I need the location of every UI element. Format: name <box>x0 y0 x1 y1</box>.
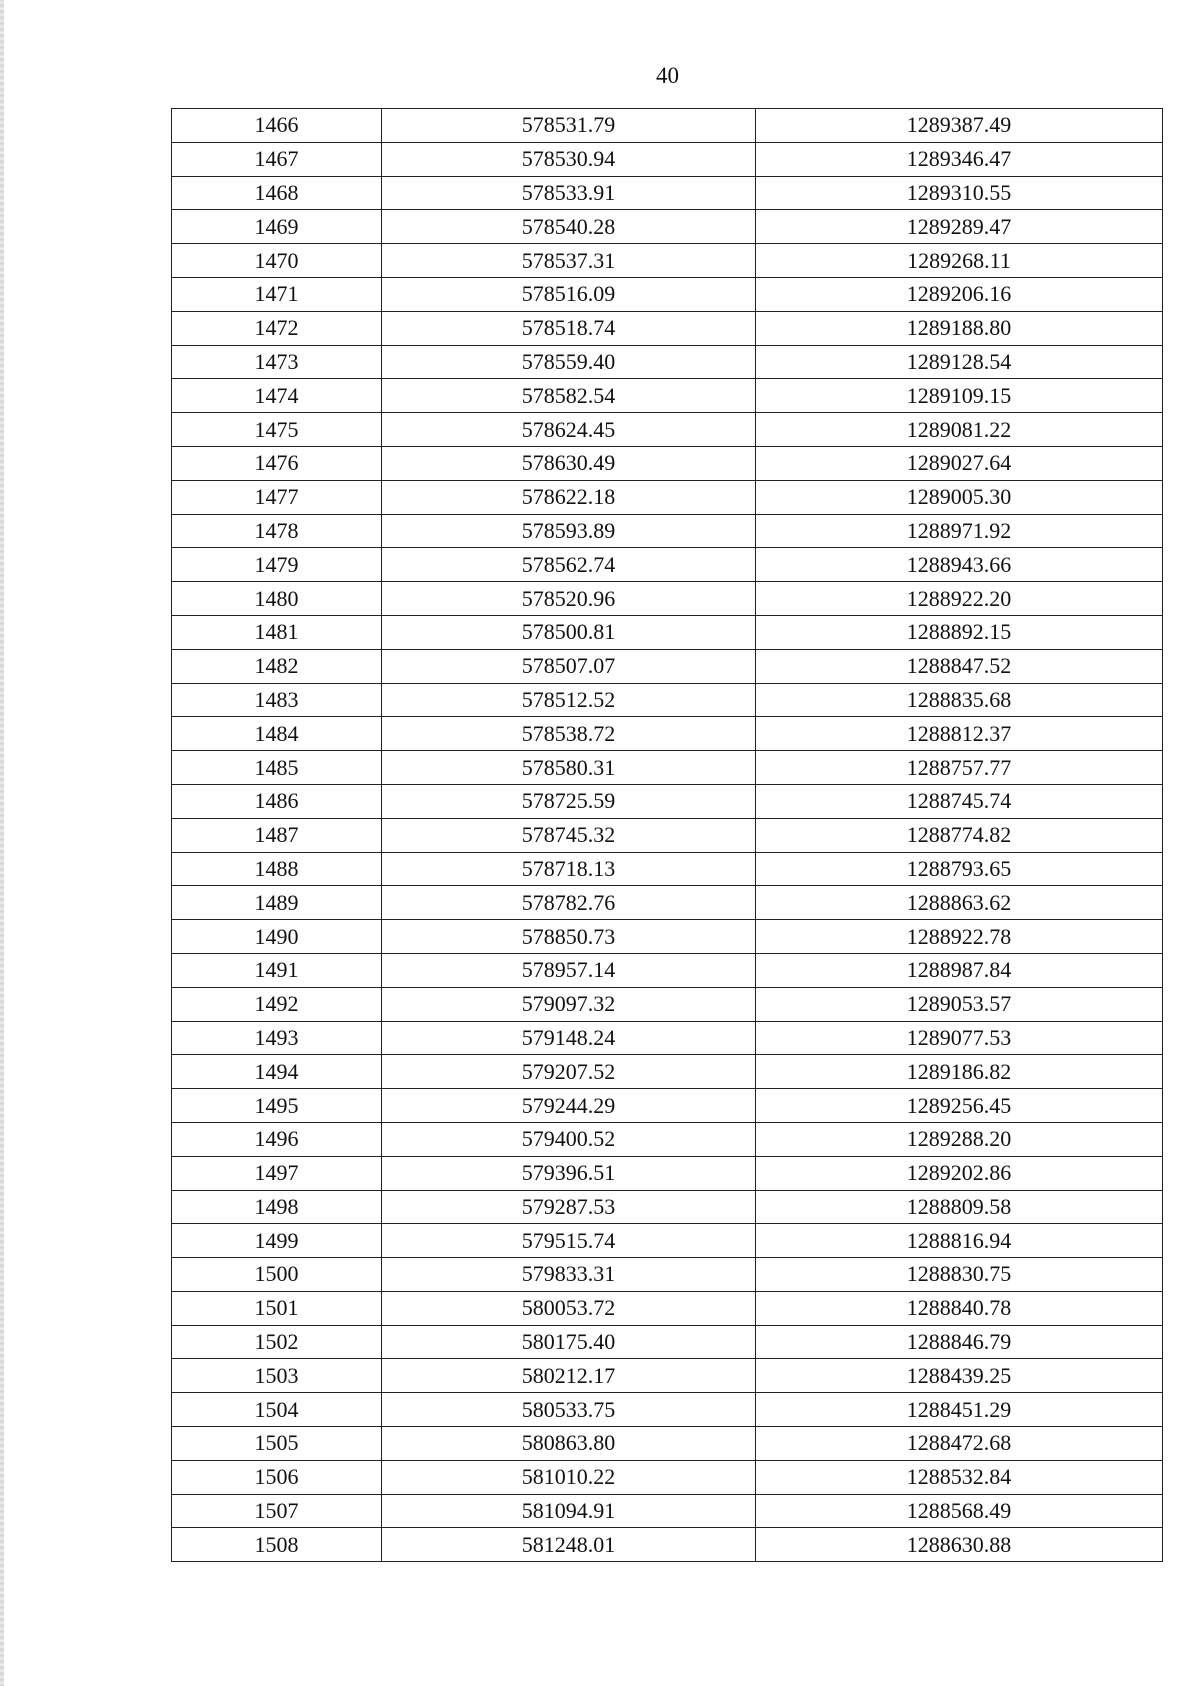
y-coordinate-cell: 1288840.78 <box>756 1291 1163 1325</box>
table-row <box>172 1291 1163 1325</box>
point-number-cell: 1490 <box>172 920 382 954</box>
y-coordinate-cell: 1288922.20 <box>756 582 1163 616</box>
table-row <box>172 109 1163 143</box>
y-coordinate-cell: 1289186.82 <box>756 1055 1163 1089</box>
y-coordinate-cell: 1288774.82 <box>756 818 1163 852</box>
table-row <box>172 1528 1163 1562</box>
point-number-cell: 1478 <box>172 514 382 548</box>
x-coordinate-cell: 581094.91 <box>382 1494 756 1528</box>
point-number-cell: 1503 <box>172 1359 382 1393</box>
scan-edge <box>0 0 4 1686</box>
x-coordinate-cell: 580053.72 <box>382 1291 756 1325</box>
point-number-cell: 1468 <box>172 176 382 210</box>
y-coordinate-cell: 1289128.54 <box>756 345 1163 379</box>
table-row <box>172 1460 1163 1494</box>
table-row <box>172 311 1163 345</box>
x-coordinate-cell: 578538.72 <box>382 717 756 751</box>
table-row <box>172 784 1163 818</box>
table-row <box>172 1427 1163 1461</box>
x-coordinate-cell: 578580.31 <box>382 751 756 785</box>
x-coordinate-cell: 581010.22 <box>382 1460 756 1494</box>
y-coordinate-cell: 1288816.94 <box>756 1224 1163 1258</box>
table-row <box>172 1089 1163 1123</box>
x-coordinate-cell: 578630.49 <box>382 446 756 480</box>
point-number-cell: 1467 <box>172 142 382 176</box>
y-coordinate-cell: 1288745.74 <box>756 784 1163 818</box>
x-coordinate-cell: 578512.52 <box>382 683 756 717</box>
x-coordinate-cell: 578725.59 <box>382 784 756 818</box>
table-row <box>172 413 1163 447</box>
table-row <box>172 277 1163 311</box>
point-number-cell: 1497 <box>172 1156 382 1190</box>
point-number-cell: 1500 <box>172 1258 382 1292</box>
point-number-cell: 1474 <box>172 379 382 413</box>
point-number-cell: 1499 <box>172 1224 382 1258</box>
table-row <box>172 1055 1163 1089</box>
point-number-cell: 1466 <box>172 109 382 143</box>
y-coordinate-cell: 1289081.22 <box>756 413 1163 447</box>
point-number-cell: 1488 <box>172 852 382 886</box>
point-number-cell: 1481 <box>172 615 382 649</box>
x-coordinate-cell: 579244.29 <box>382 1089 756 1123</box>
table-row <box>172 683 1163 717</box>
y-coordinate-cell: 1288568.49 <box>756 1494 1163 1528</box>
y-coordinate-cell: 1288757.77 <box>756 751 1163 785</box>
point-number-cell: 1491 <box>172 953 382 987</box>
table-row <box>172 446 1163 480</box>
table-row <box>172 514 1163 548</box>
y-coordinate-cell: 1289188.80 <box>756 311 1163 345</box>
point-number-cell: 1505 <box>172 1427 382 1461</box>
x-coordinate-cell: 578593.89 <box>382 514 756 548</box>
x-coordinate-cell: 578516.09 <box>382 277 756 311</box>
point-number-cell: 1471 <box>172 277 382 311</box>
y-coordinate-cell: 1288793.65 <box>756 852 1163 886</box>
x-coordinate-cell: 578507.07 <box>382 649 756 683</box>
x-coordinate-cell: 578624.45 <box>382 413 756 447</box>
x-coordinate-cell: 579148.24 <box>382 1021 756 1055</box>
table-row <box>172 345 1163 379</box>
table-row <box>172 1224 1163 1258</box>
y-coordinate-cell: 1289077.53 <box>756 1021 1163 1055</box>
x-coordinate-cell: 578745.32 <box>382 818 756 852</box>
point-number-cell: 1508 <box>172 1528 382 1562</box>
point-number-cell: 1483 <box>172 683 382 717</box>
point-number-cell: 1473 <box>172 345 382 379</box>
x-coordinate-cell: 578850.73 <box>382 920 756 954</box>
y-coordinate-cell: 1289288.20 <box>756 1122 1163 1156</box>
point-number-cell: 1484 <box>172 717 382 751</box>
x-coordinate-cell: 579833.31 <box>382 1258 756 1292</box>
page-number: 40 <box>656 63 679 88</box>
table-row <box>172 582 1163 616</box>
table-row <box>172 1156 1163 1190</box>
coordinate-table <box>171 108 1163 1562</box>
y-coordinate-cell: 1289268.11 <box>756 244 1163 278</box>
point-number-cell: 1492 <box>172 987 382 1021</box>
point-number-cell: 1482 <box>172 649 382 683</box>
point-number-cell: 1506 <box>172 1460 382 1494</box>
table-row <box>172 818 1163 852</box>
table-row <box>172 852 1163 886</box>
x-coordinate-cell: 581248.01 <box>382 1528 756 1562</box>
point-number-cell: 1507 <box>172 1494 382 1528</box>
x-coordinate-cell: 580175.40 <box>382 1325 756 1359</box>
table-row <box>172 987 1163 1021</box>
y-coordinate-cell: 1288943.66 <box>756 548 1163 582</box>
x-coordinate-cell: 578559.40 <box>382 345 756 379</box>
y-coordinate-cell: 1288812.37 <box>756 717 1163 751</box>
point-number-cell: 1476 <box>172 446 382 480</box>
table-row <box>172 717 1163 751</box>
y-coordinate-cell: 1288987.84 <box>756 953 1163 987</box>
table-row <box>172 1393 1163 1427</box>
y-coordinate-cell: 1288809.58 <box>756 1190 1163 1224</box>
x-coordinate-cell: 578718.13 <box>382 852 756 886</box>
table-row <box>172 920 1163 954</box>
y-coordinate-cell: 1288846.79 <box>756 1325 1163 1359</box>
x-coordinate-cell: 578531.79 <box>382 109 756 143</box>
y-coordinate-cell: 1289027.64 <box>756 446 1163 480</box>
table-row <box>172 1122 1163 1156</box>
table-body <box>172 109 1163 1562</box>
point-number-cell: 1475 <box>172 413 382 447</box>
y-coordinate-cell: 1288892.15 <box>756 615 1163 649</box>
x-coordinate-cell: 579097.32 <box>382 987 756 1021</box>
point-number-cell: 1477 <box>172 480 382 514</box>
y-coordinate-cell: 1289387.49 <box>756 109 1163 143</box>
point-number-cell: 1495 <box>172 1089 382 1123</box>
point-number-cell: 1470 <box>172 244 382 278</box>
table-row <box>172 615 1163 649</box>
y-coordinate-cell: 1289109.15 <box>756 379 1163 413</box>
table-row <box>172 379 1163 413</box>
point-number-cell: 1498 <box>172 1190 382 1224</box>
table-row <box>172 751 1163 785</box>
y-coordinate-cell: 1288830.75 <box>756 1258 1163 1292</box>
table-row <box>172 953 1163 987</box>
x-coordinate-cell: 580863.80 <box>382 1427 756 1461</box>
y-coordinate-cell: 1289289.47 <box>756 210 1163 244</box>
y-coordinate-cell: 1289310.55 <box>756 176 1163 210</box>
x-coordinate-cell: 579515.74 <box>382 1224 756 1258</box>
x-coordinate-cell: 578530.94 <box>382 142 756 176</box>
point-number-cell: 1479 <box>172 548 382 582</box>
x-coordinate-cell: 579400.52 <box>382 1122 756 1156</box>
table-row <box>172 649 1163 683</box>
table-row <box>172 244 1163 278</box>
point-number-cell: 1485 <box>172 751 382 785</box>
x-coordinate-cell: 579287.53 <box>382 1190 756 1224</box>
x-coordinate-cell: 578520.96 <box>382 582 756 616</box>
point-number-cell: 1487 <box>172 818 382 852</box>
x-coordinate-cell: 578957.14 <box>382 953 756 987</box>
x-coordinate-cell: 578622.18 <box>382 480 756 514</box>
y-coordinate-cell: 1288630.88 <box>756 1528 1163 1562</box>
x-coordinate-cell: 578582.54 <box>382 379 756 413</box>
table-row <box>172 1021 1163 1055</box>
point-number-cell: 1502 <box>172 1325 382 1359</box>
table-row <box>172 176 1163 210</box>
y-coordinate-cell: 1289202.86 <box>756 1156 1163 1190</box>
y-coordinate-cell: 1289256.45 <box>756 1089 1163 1123</box>
x-coordinate-cell: 579396.51 <box>382 1156 756 1190</box>
x-coordinate-cell: 578500.81 <box>382 615 756 649</box>
point-number-cell: 1494 <box>172 1055 382 1089</box>
point-number-cell: 1504 <box>172 1393 382 1427</box>
table-row <box>172 1494 1163 1528</box>
y-coordinate-cell: 1288472.68 <box>756 1427 1163 1461</box>
y-coordinate-cell: 1289005.30 <box>756 480 1163 514</box>
y-coordinate-cell: 1288922.78 <box>756 920 1163 954</box>
table-row <box>172 1359 1163 1393</box>
point-number-cell: 1496 <box>172 1122 382 1156</box>
x-coordinate-cell: 579207.52 <box>382 1055 756 1089</box>
x-coordinate-cell: 580212.17 <box>382 1359 756 1393</box>
point-number-cell: 1469 <box>172 210 382 244</box>
table-row <box>172 1325 1163 1359</box>
y-coordinate-cell: 1288971.92 <box>756 514 1163 548</box>
table-row <box>172 480 1163 514</box>
y-coordinate-cell: 1288451.29 <box>756 1393 1163 1427</box>
y-coordinate-cell: 1288835.68 <box>756 683 1163 717</box>
x-coordinate-cell: 578782.76 <box>382 886 756 920</box>
x-coordinate-cell: 578562.74 <box>382 548 756 582</box>
point-number-cell: 1489 <box>172 886 382 920</box>
y-coordinate-cell: 1288439.25 <box>756 1359 1163 1393</box>
y-coordinate-cell: 1289346.47 <box>756 142 1163 176</box>
point-number-cell: 1493 <box>172 1021 382 1055</box>
x-coordinate-cell: 578518.74 <box>382 311 756 345</box>
y-coordinate-cell: 1288532.84 <box>756 1460 1163 1494</box>
table-row <box>172 210 1163 244</box>
x-coordinate-cell: 578540.28 <box>382 210 756 244</box>
table-row <box>172 1190 1163 1224</box>
x-coordinate-cell: 578537.31 <box>382 244 756 278</box>
point-number-cell: 1480 <box>172 582 382 616</box>
y-coordinate-cell: 1289206.16 <box>756 277 1163 311</box>
y-coordinate-cell: 1288863.62 <box>756 886 1163 920</box>
table-row <box>172 548 1163 582</box>
y-coordinate-cell: 1289053.57 <box>756 987 1163 1021</box>
table-row <box>172 142 1163 176</box>
x-coordinate-cell: 578533.91 <box>382 176 756 210</box>
point-number-cell: 1472 <box>172 311 382 345</box>
table-row <box>172 886 1163 920</box>
y-coordinate-cell: 1288847.52 <box>756 649 1163 683</box>
x-coordinate-cell: 580533.75 <box>382 1393 756 1427</box>
point-number-cell: 1486 <box>172 784 382 818</box>
table-row <box>172 1258 1163 1292</box>
point-number-cell: 1501 <box>172 1291 382 1325</box>
